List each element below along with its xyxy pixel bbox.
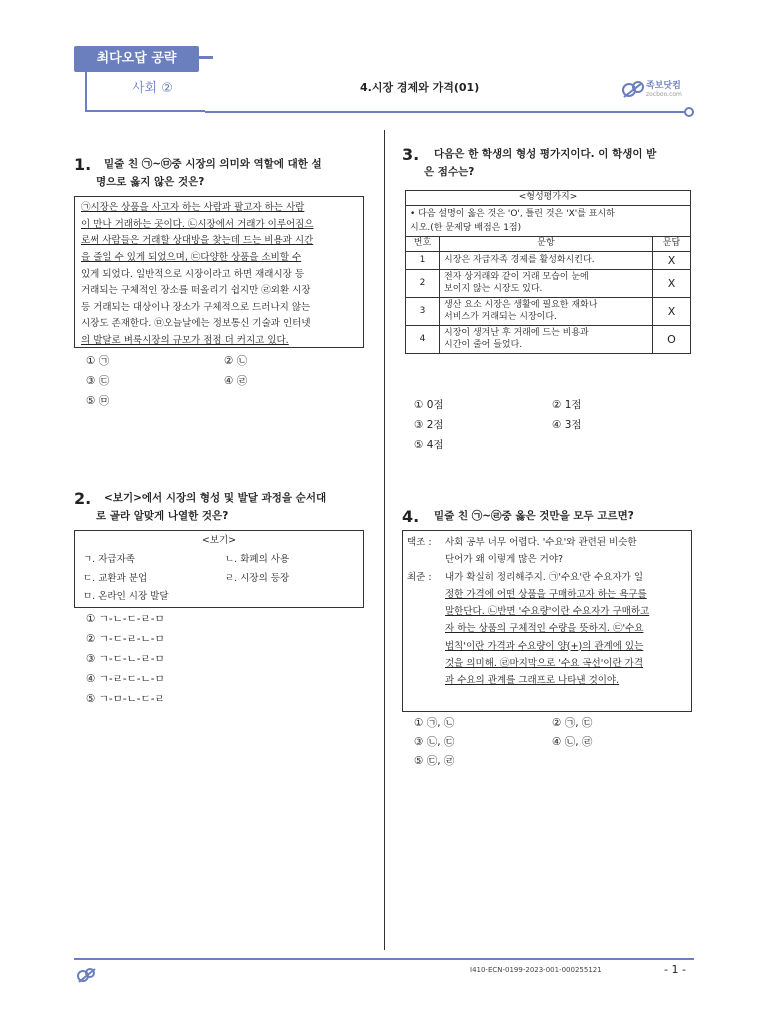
q3-eval-sheet [405, 190, 691, 354]
q4-dialogue-line: 택조 : 사회 공부 너무 어렵다. '수요'와 관련된 비슷한 [407, 537, 637, 548]
q2-bogi-box [74, 530, 364, 608]
choice-option[interactable]: ② ㄱ-ㄷ-ㄹ-ㄴ-ㅁ [86, 633, 165, 645]
q2-text-line2: 로 골라 알맞게 나열한 것은? [96, 510, 229, 522]
q2-bogi-title: <보기> [201, 535, 237, 546]
choice-option[interactable]: ② 1점 [552, 399, 582, 411]
q1-passage-line: 을 줄일 수 있게 되었으며, ㉢다양한 상품을 소비할 수 [81, 251, 302, 263]
q1-passage-line: 로써 사람들은 거래할 상대방을 찾는데 드는 비용과 시간 [81, 235, 314, 247]
q3-eval-table [405, 190, 691, 354]
q4-dialogue-line: 최준 : 내가 확실히 정리해주지. ㉠'수요'란 수요자가 일 [407, 571, 644, 583]
q3-text-line1: 다음은 한 학생의 형성 평가지이다. 이 학생이 받 [434, 148, 657, 160]
q2-item: ㄷ. 교환과 분업 [83, 573, 148, 584]
q3-col-answer: 문답 [653, 237, 691, 252]
choice-option[interactable]: ③ ㉢ [86, 375, 110, 387]
q4-dialogue-line: 정한 가격에 어떤 상품을 구매하고자 하는 욕구를 [445, 588, 647, 600]
q3-text-line2: 은 점수는? [424, 166, 475, 178]
q4-number: 4. [402, 507, 420, 526]
choice-option[interactable]: ④ ㉣ [224, 375, 248, 387]
logo-text: 족보닷컴 zocboo.com [646, 81, 682, 98]
column-divider [384, 130, 385, 950]
header-subject: 사회 ② [132, 81, 173, 96]
q1-passage-line: 있게 되었다. 일반적으로 시장이라고 하면 재래시장 등 [81, 268, 305, 280]
footer-rule [74, 958, 694, 960]
choice-option[interactable]: ⑤ 4점 [414, 439, 444, 451]
q3-col-question: 문항 [440, 237, 653, 252]
choice-option[interactable]: ③ ㉡, ㉢ [414, 736, 455, 748]
footer-code: I410-ECN-0199-2023-001-000255121 [470, 966, 602, 974]
table-row: 4 시장이 생겨난 후 거래에 드는 비용과 시간이 줄어 들었다. O [406, 326, 691, 354]
q4-dialogue-line: 과 수요의 관계를 그래프로 나타낸 것이야. [445, 675, 620, 687]
page-title: 4.시장 경제와 가격(01) [360, 81, 480, 94]
choice-option[interactable]: ① ㉠, ㉡ [414, 717, 455, 729]
header-tab: 최다오답 공략 [74, 46, 199, 72]
header-subject-frame [85, 72, 205, 112]
choice-option[interactable]: ④ ㄱ-ㄹ-ㄷ-ㄴ-ㅁ [86, 673, 165, 685]
header-rule [205, 111, 685, 113]
header-rule-dot [684, 107, 694, 117]
q4-text: 밑줄 친 ㉠~㉣중 옳은 것만을 모두 고르면? [434, 510, 634, 522]
q1-passage-line: ㉠시장은 상품을 사고자 하는 사람과 팔고자 하는 사람 [81, 202, 305, 213]
q4-dialogue-line: 법칙'이란 가격과 수요량이 양(+)의 관계에 있는 [445, 640, 644, 652]
q2-item: ㄴ. 화폐의 사용 [225, 554, 290, 565]
choice-option[interactable]: ⑤ ㉤ [86, 395, 110, 407]
q3-instructions: • 다음 설명이 옳은 것은 'O', 틀린 것은 'X'를 표시하 시오.(한 문제당 배점은 1점) [406, 205, 691, 237]
q1-passage-line: 등 거래되는 대상이나 장소가 구체적으로 드러나지 않는 [81, 301, 311, 313]
header-tab-line [199, 56, 213, 59]
choice-option[interactable]: ③ 2점 [414, 419, 444, 431]
q4-dialogue-box [402, 530, 692, 712]
page-number: - 1 - [664, 963, 686, 976]
choice-option[interactable]: ④ ㉡, ㉣ [552, 736, 593, 748]
q2-number: 2. [74, 489, 92, 508]
choice-option[interactable]: ② ㉠, ㉢ [552, 717, 593, 729]
footer-logo-icon [76, 966, 98, 984]
q2-item: ㄹ. 시장의 등장 [225, 573, 290, 584]
q3-number: 3. [402, 145, 420, 164]
q1-passage-line: 이 만나 거래하는 곳이다. ㉡시장에서 거래가 이루어짐으 [81, 218, 314, 230]
q4-dialogue-line: 자 하는 상품의 구체적인 수량을 뜻하지. ㉢'수요 [445, 623, 644, 635]
choice-option[interactable]: ③ ㄱ-ㄷ-ㄴ-ㄹ-ㅁ [86, 653, 165, 665]
q4-dialogue-line: 것을 의미해. ㉣마지막으로 '수요 곡선'이란 가격 [445, 657, 644, 669]
q2-item: ㄱ. 자급자족 [83, 554, 135, 565]
choice-option[interactable]: ⑤ ㄱ-ㅁ-ㄴ-ㄷ-ㄹ [86, 693, 165, 705]
table-row: 2 전자 상거래와 같이 거래 모습이 눈에 보이지 않는 시장도 있다. X [406, 270, 691, 298]
q1-text-line1: 밑줄 친 ㉠~㉤중 시장의 의미와 역할에 대한 설 [104, 158, 322, 170]
q4-dialogue-line: 말한단다. ㉡반면 '수요량'이란 수요자가 구매하고 [445, 606, 650, 618]
q1-passage-box [74, 196, 364, 348]
table-row: 1 시장은 자급자족 경제를 활성화시킨다. X [406, 252, 691, 270]
choice-option[interactable]: ① ㉠ [86, 355, 110, 367]
q3-sheet-title: <형성평가지> [406, 191, 691, 206]
table-row: 3 생산 요소 시장은 생활에 필요한 재화나 서비스가 거래되는 시장이다. X [406, 298, 691, 326]
q1-number: 1. [74, 155, 92, 174]
choice-option[interactable]: ① 0점 [414, 399, 444, 411]
choice-option[interactable]: ④ 3점 [552, 419, 582, 431]
q1-text-line2: 명으로 옳지 않은 것은? [96, 176, 205, 188]
q1-passage-line: 거래되는 구체적인 장소를 떠올리기 쉽지만 ㉣외환 시장 [81, 285, 311, 297]
q2-item: ㅁ. 온라인 시장 발달 [83, 591, 169, 602]
q3-col-no: 번호 [406, 237, 440, 252]
q4-dialogue-line: 단어가 왜 이렇게 많은 거야? [445, 554, 564, 566]
choice-option[interactable]: ⑤ ㉢, ㉣ [414, 755, 455, 767]
q2-text-line1: <보기>에서 시장의 형성 및 발달 과정을 순서대 [104, 492, 327, 504]
choice-option[interactable]: ② ㉡ [224, 355, 248, 367]
q1-passage-line: 의 발달로 벼룩시장의 규모가 점점 더 커지고 있다. [81, 335, 289, 346]
choice-option[interactable]: ① ㄱ-ㄴ-ㄷ-ㄹ-ㅁ [86, 613, 165, 625]
q1-passage-line: 시장도 존재한다. ㉤오늘날에는 정보통신 기술과 인터넷 [81, 318, 311, 330]
